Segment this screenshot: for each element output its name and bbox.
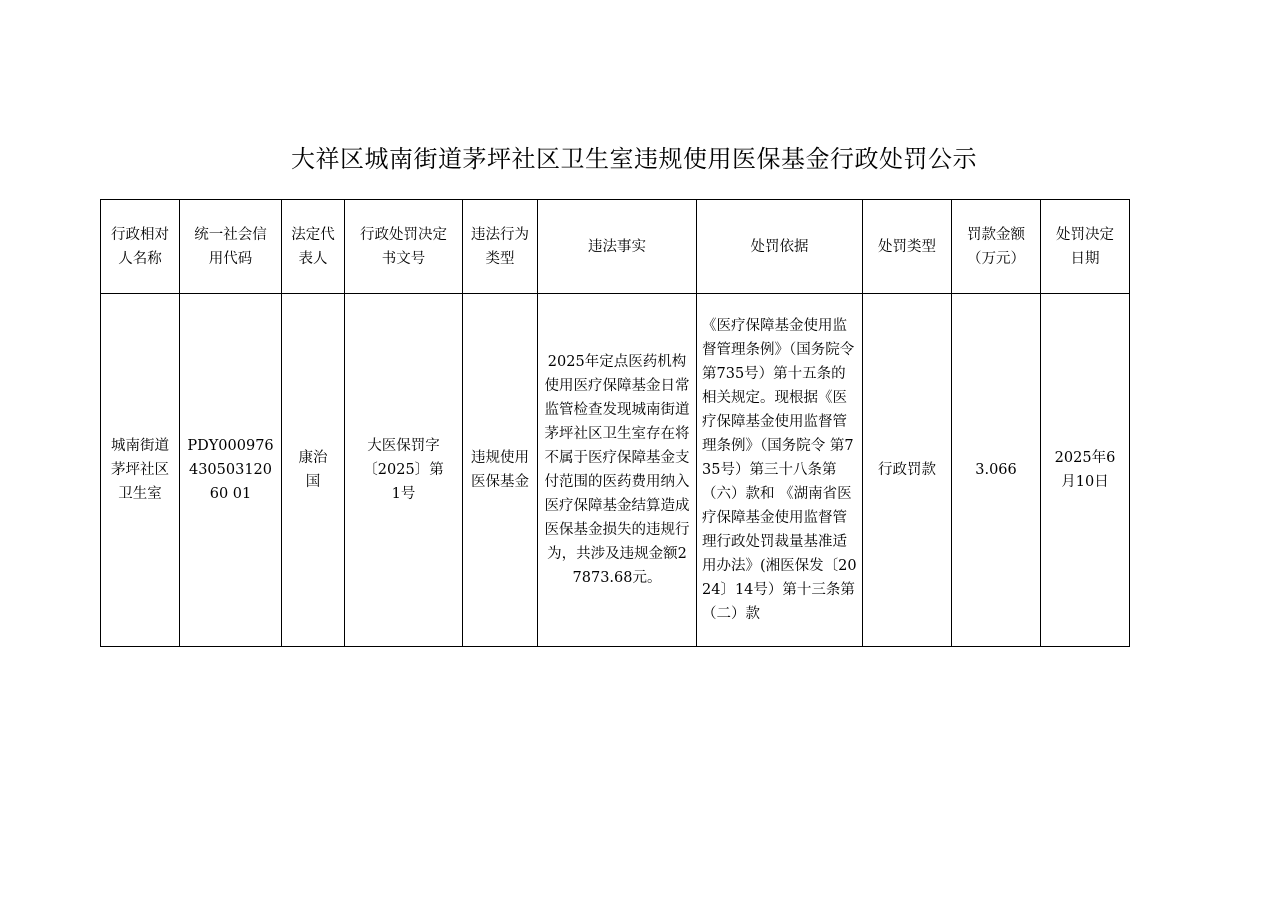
header-basis: 处罚依据 bbox=[697, 200, 863, 294]
document-title: 大祥区城南街道茅坪社区卫生室违规使用医保基金行政处罚公示 bbox=[291, 145, 977, 173]
cell-basis: 《医疗保障基金使用监督管理条例》（国务院令 第735号）第十五条的相关规定。现根据《医疗保障基金使用监督管理条例》（国务院令 第735号）第三十八条第（六）款和 《湖南省医疗保障基金使用监督管理行政处罚裁量基准适用办法》(湘医保发〔2024〕14号）第十三条第（二）款 bbox=[697, 294, 863, 647]
cell-credit-code: PDY00097643050312060 01 bbox=[180, 294, 282, 647]
cell-facts: 2025年定点医药机构使用医疗保障基金日常监管检查发现城南街道茅坪社区卫生室存在将不属于医疗保障基金支付范围的医药费用纳入医疗保障基金结算造成医保基金损失的违规行为，共涉及违规金额27873.68元。 bbox=[538, 294, 697, 647]
header-decision-no: 行政处罚决定书文号 bbox=[345, 200, 463, 294]
penalty-table bbox=[100, 199, 1130, 647]
cell-legal-rep: 康治国 bbox=[282, 294, 345, 647]
header-violation-type: 违法行为类型 bbox=[463, 200, 538, 294]
cell-violation-type: 违规使用医保基金 bbox=[463, 294, 538, 647]
table-header-row bbox=[101, 200, 1130, 294]
cell-decision-no: 大医保罚字〔2025〕第 1号 bbox=[345, 294, 463, 647]
header-party-name: 行政相对人名称 bbox=[101, 200, 180, 294]
header-penalty-type: 处罚类型 bbox=[863, 200, 952, 294]
cell-decision-date: 2025年6月10日 bbox=[1041, 294, 1130, 647]
cell-fine-amount: 3.066 bbox=[952, 294, 1041, 647]
cell-party-name: 城南街道茅坪社区卫生室 bbox=[101, 294, 180, 647]
cell-penalty-type: 行政罚款 bbox=[863, 294, 952, 647]
header-legal-rep: 法定代表人 bbox=[282, 200, 345, 294]
header-fine-amount: 罚款金额（万元） bbox=[952, 200, 1041, 294]
header-credit-code: 统一社会信用代码 bbox=[180, 200, 282, 294]
table-row bbox=[101, 294, 1130, 647]
header-decision-date: 处罚决定日期 bbox=[1041, 200, 1130, 294]
header-facts: 违法事实 bbox=[538, 200, 697, 294]
